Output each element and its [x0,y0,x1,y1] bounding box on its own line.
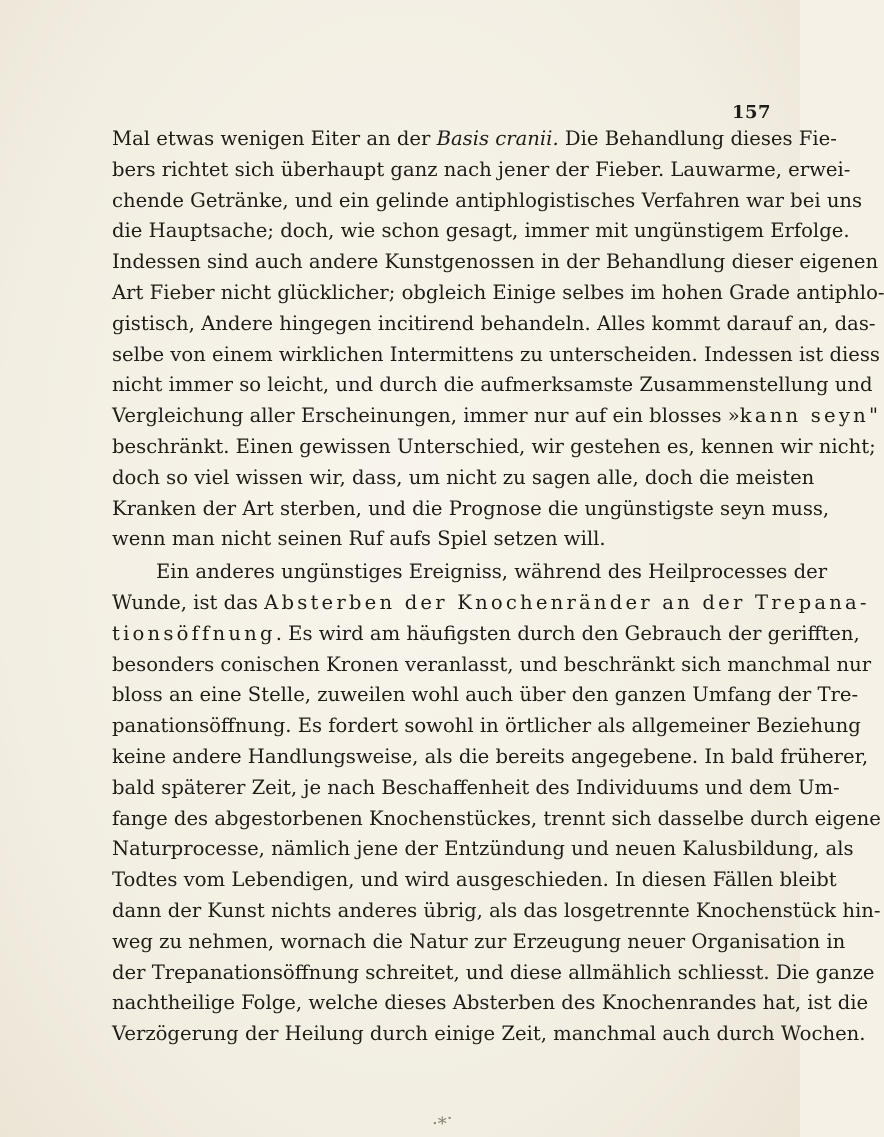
line-text: wenn man nicht seinen Ruf aufs Spiel setzen will. [112,527,606,551]
line-text: bloss an eine Stelle, zuweilen wohl auch über den ganzen Umfang der Tre- [112,683,859,707]
text-line [112,927,846,958]
text-line [112,958,875,989]
line-text: Vergleichung aller Erscheinungen, immer nur auf ein blosses » [112,404,740,428]
text-line [112,247,879,278]
line-text: panationsöffnung. Es fordert sowohl in örtlicher als allgemeiner Beziehung [112,714,861,738]
line-text-continued: " [868,404,878,428]
text-line [112,309,876,340]
line-text: der Trepanationsöffnung schreitet, und diese allmählich schliesst. Die ganze [112,960,875,984]
text-line [112,742,869,773]
line-text: beschränkt. Einen gewissen Unterschied, wir gestehen es, kennen wir nicht; [112,434,876,458]
line-text: die Hauptsache; doch, wie schon gesagt, immer mit ungünstigem Erfolge. [112,219,850,243]
text-line [112,680,859,711]
line-text: Wunde, ist das [112,590,265,614]
line-text: bald späterer Zeit, je nach Beschaffenheit des Individuums und dem Um- [112,775,840,799]
text-line [112,494,830,525]
line-text: doch so viel wissen wir, dass, um nicht zu sagen alle, doch die meisten [112,465,815,489]
line-text-continued: . Es wird am häufigsten durch den Gebrauch der gerifften, [275,621,860,645]
line-text: bers richtet sich überhaupt ganz nach jener der Fieber. Lauwarme, erwei- [112,157,851,181]
line-text: Verzögerung der Heilung durch einige Zeit, manchmal auch durch Wochen. [112,1022,866,1046]
text-line [112,524,774,555]
line-text: nicht immer so leicht, und durch die aufmerksamste Zusammenstellung und [112,373,873,397]
line-text: Naturprocesse, nämlich jene der Entzündung und neuen Kalusbildung, als [112,837,854,861]
spaced-emphasis-text: kann seyn [739,404,869,428]
line-text: weg zu nehmen, wornach die Natur zur Erzeugung neuer Organisation in [112,929,846,953]
text-line [112,432,876,463]
line-text: chende Getränke, und ein gelinde antiphlogistisches Verfahren war bei uns [112,188,863,212]
page-number: 157 [732,102,772,123]
text-line [112,124,837,155]
italic-text: Basis cranii. [436,127,559,150]
text-line [112,370,873,401]
line-text: gistisch, Andere hingegen incitirend behandeln. Alles kommt darauf an, das- [112,311,876,335]
line-text: fange des abgestorbenen Knochenstückes, trennt sich dasselbe durch eigene [112,806,881,830]
text-line [112,186,863,217]
text-line [112,865,837,896]
text-line [112,988,869,1019]
line-text: Todtes vom Lebendigen, und wird ausgeschieden. In diesen Fällen bleibt [112,868,837,892]
line-text: Indessen sind auch andere Kunstgenossen in der Behandlung dieser eigenen [112,250,879,274]
text-line [112,557,828,588]
line-text: besonders conischen Kronen veranlasst, und beschränkt sich manchmal nur [112,652,872,676]
text-line [112,216,850,247]
text-line [112,463,815,494]
line-text: Art Fieber nicht glücklicher; obgleich Einige selbes im hohen Grade antiphlo- [112,280,884,304]
text-line [112,711,861,742]
body-text [112,124,884,1050]
text-line [112,650,872,681]
text-line [112,155,851,186]
ink-mark: .⁎· [432,1108,453,1129]
text-line [112,401,878,432]
text-line [112,834,854,865]
line-text-continued: Die Behandlung dieses Fie- [558,127,837,150]
line-text: keine andere Handlungsweise, als die bereits angegebene. In bald früherer, [112,744,869,768]
text-line [112,773,840,804]
line-text: nachtheilige Folge, welche dieses Absterben des Knochenrandes hat, ist die [112,991,869,1015]
line-text: Ein anderes ungünstiges Ereigniss, während des Heilprocesses der [156,560,828,584]
line-text: dann der Kunst nichts anderes übrig, als das losgetrennte Knochenstück hin- [112,898,881,922]
spaced-emphasis-text: Absterben der Knochenränder an der Trepana- [264,590,870,614]
line-text: Mal etwas wenigen Eiter an der [112,127,437,150]
text-line [112,340,880,371]
line-text: Kranken der Art sterben, und die Prognose die ungünstigste seyn muss, [112,496,830,520]
line-text: selbe von einem wirklichen Intermittens zu unterscheiden. Indessen ist diess [112,342,880,366]
text-line [112,896,881,927]
text-line [112,804,881,835]
text-line [112,1019,866,1050]
text-line [112,619,860,650]
text-line [112,278,884,309]
text-line [112,588,870,619]
spaced-emphasis-text: tionsöffnung [112,621,276,645]
